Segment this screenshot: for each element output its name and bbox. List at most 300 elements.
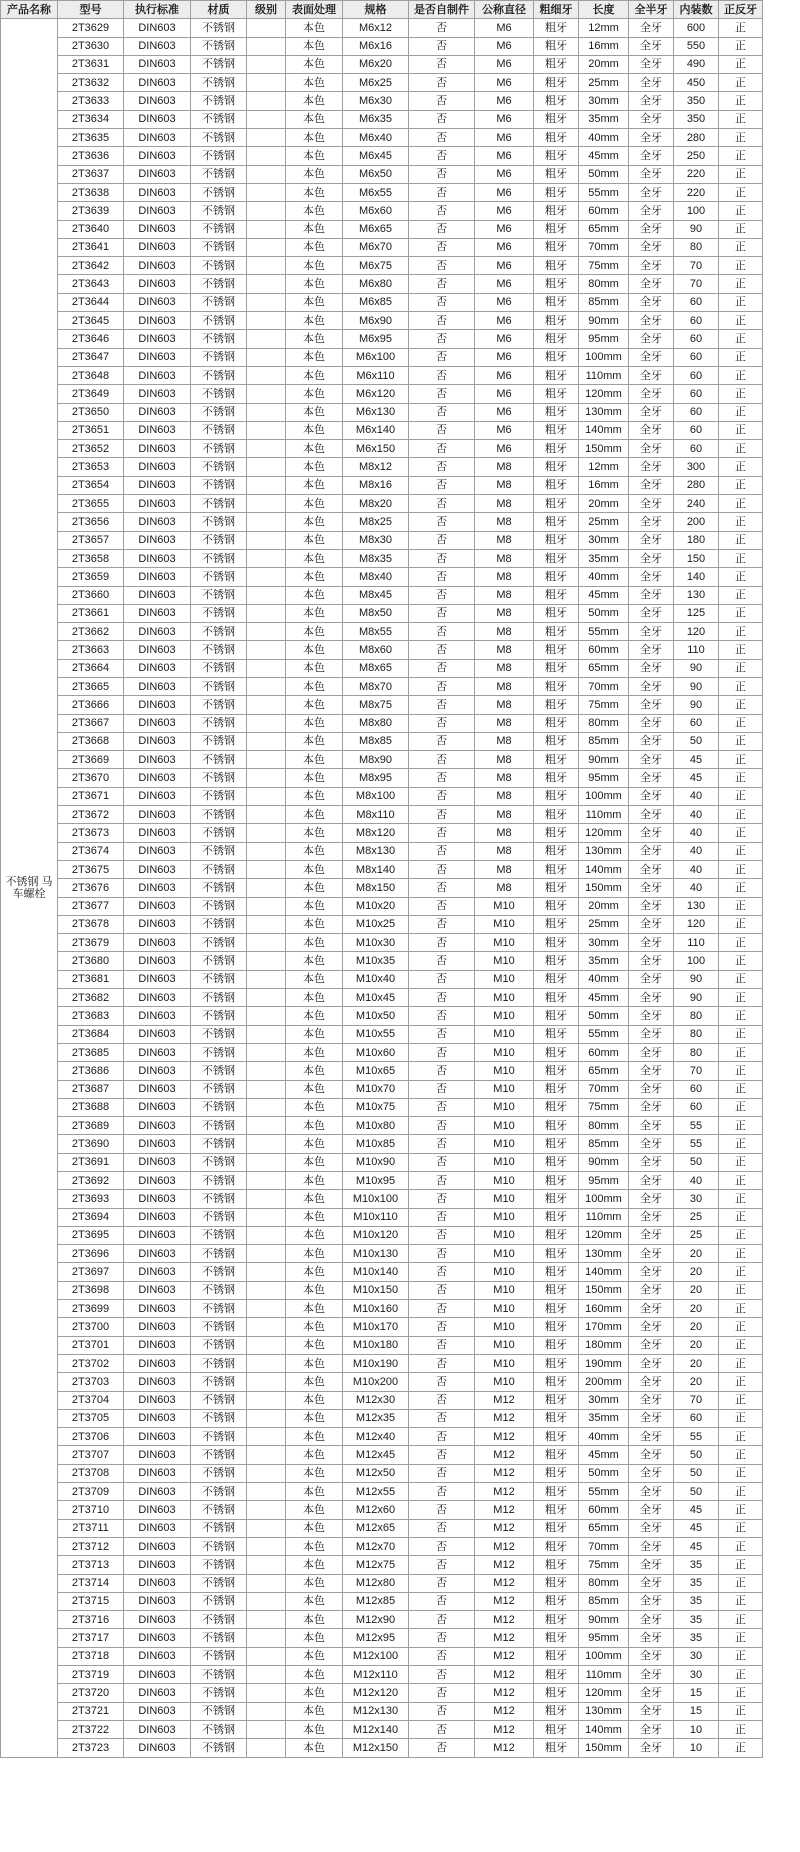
grade-cell <box>247 1043 286 1061</box>
standard-cell: DIN603 <box>124 1354 191 1372</box>
qty-cell: 200 <box>674 513 719 531</box>
thread-coverage-cell: 全牙 <box>629 238 674 256</box>
table-row <box>1 751 763 769</box>
spec-cell: M10x25 <box>343 915 409 933</box>
qty-cell: 25 <box>674 1226 719 1244</box>
selfmade-cell: 否 <box>409 549 475 567</box>
material-cell: 不锈钢 <box>191 1025 247 1043</box>
table-row <box>1 129 763 147</box>
material-cell: 不锈钢 <box>191 934 247 952</box>
diameter-cell: M10 <box>475 1062 534 1080</box>
qty-cell: 15 <box>674 1702 719 1720</box>
thread-coverage-cell: 全牙 <box>629 1043 674 1061</box>
selfmade-cell: 否 <box>409 1428 475 1446</box>
thread-pitch-cell: 粗牙 <box>534 55 579 73</box>
grade-cell <box>247 458 286 476</box>
qty-cell: 60 <box>674 312 719 330</box>
material-cell: 不锈钢 <box>191 110 247 128</box>
surface-cell: 本色 <box>286 1098 343 1116</box>
thread-pitch-cell: 粗牙 <box>534 92 579 110</box>
standard-cell: DIN603 <box>124 37 191 55</box>
spec-cell: M10x150 <box>343 1281 409 1299</box>
spec-cell: M10x110 <box>343 1208 409 1226</box>
diameter-cell: M8 <box>475 659 534 677</box>
thread-direction-cell: 正 <box>719 1446 763 1464</box>
spec-cell: M6x90 <box>343 312 409 330</box>
diameter-cell: M8 <box>475 677 534 695</box>
thread-pitch-cell: 粗牙 <box>534 330 579 348</box>
thread-pitch-cell: 粗牙 <box>534 257 579 275</box>
thread-direction-cell: 正 <box>719 1135 763 1153</box>
qty-cell: 280 <box>674 129 719 147</box>
thread-direction-cell: 正 <box>719 385 763 403</box>
thread-pitch-cell: 粗牙 <box>534 1373 579 1391</box>
thread-direction-cell: 正 <box>719 330 763 348</box>
selfmade-cell: 否 <box>409 1666 475 1684</box>
spec-cell: M8x75 <box>343 696 409 714</box>
grade-cell <box>247 568 286 586</box>
spec-cell: M6x50 <box>343 165 409 183</box>
diameter-cell: M8 <box>475 513 534 531</box>
table-row <box>1 147 763 165</box>
material-cell: 不锈钢 <box>191 165 247 183</box>
spec-cell: M10x55 <box>343 1025 409 1043</box>
thread-coverage-cell: 全牙 <box>629 1062 674 1080</box>
surface-cell: 本色 <box>286 586 343 604</box>
length-cell: 80mm <box>579 714 629 732</box>
grade-cell <box>247 129 286 147</box>
spec-cell: M10x100 <box>343 1190 409 1208</box>
qty-cell: 60 <box>674 1098 719 1116</box>
material-cell: 不锈钢 <box>191 1446 247 1464</box>
standard-cell: DIN603 <box>124 1336 191 1354</box>
thread-coverage-cell: 全牙 <box>629 110 674 128</box>
model-cell: 2T3686 <box>58 1062 124 1080</box>
length-cell: 80mm <box>579 275 629 293</box>
surface-cell: 本色 <box>286 257 343 275</box>
grade-cell <box>247 1263 286 1281</box>
standard-cell: DIN603 <box>124 220 191 238</box>
diameter-cell: M8 <box>475 732 534 750</box>
spec-cell: M6x12 <box>343 19 409 37</box>
selfmade-cell: 否 <box>409 1281 475 1299</box>
thread-direction-cell: 正 <box>719 641 763 659</box>
table-row <box>1 202 763 220</box>
thread-coverage-cell: 全牙 <box>629 714 674 732</box>
diameter-cell: M12 <box>475 1464 534 1482</box>
thread-coverage-cell: 全牙 <box>629 220 674 238</box>
standard-cell: DIN603 <box>124 1446 191 1464</box>
thread-direction-cell: 正 <box>719 1190 763 1208</box>
length-cell: 60mm <box>579 202 629 220</box>
grade-cell <box>247 110 286 128</box>
thread-direction-cell: 正 <box>719 1025 763 1043</box>
material-cell: 不锈钢 <box>191 1464 247 1482</box>
length-cell: 70mm <box>579 677 629 695</box>
surface-cell: 本色 <box>286 238 343 256</box>
selfmade-cell: 否 <box>409 1556 475 1574</box>
table-row <box>1 92 763 110</box>
thread-pitch-cell: 粗牙 <box>534 220 579 238</box>
length-cell: 65mm <box>579 659 629 677</box>
table-row <box>1 659 763 677</box>
length-cell: 25mm <box>579 513 629 531</box>
thread-coverage-cell: 全牙 <box>629 293 674 311</box>
surface-cell: 本色 <box>286 1336 343 1354</box>
model-cell: 2T3671 <box>58 787 124 805</box>
material-cell: 不锈钢 <box>191 787 247 805</box>
length-cell: 60mm <box>579 1501 629 1519</box>
spec-cell: M10x120 <box>343 1226 409 1244</box>
thread-pitch-cell: 粗牙 <box>534 1226 579 1244</box>
diameter-cell: M12 <box>475 1501 534 1519</box>
spec-cell: M10x60 <box>343 1043 409 1061</box>
table-row <box>1 1666 763 1684</box>
table-row <box>1 1062 763 1080</box>
grade-cell <box>247 1592 286 1610</box>
selfmade-cell: 否 <box>409 641 475 659</box>
selfmade-cell: 否 <box>409 1117 475 1135</box>
thread-direction-cell: 正 <box>719 586 763 604</box>
column-header: 表面处理 <box>286 1 343 19</box>
standard-cell: DIN603 <box>124 1153 191 1171</box>
standard-cell: DIN603 <box>124 55 191 73</box>
length-cell: 95mm <box>579 1629 629 1647</box>
diameter-cell: M8 <box>475 586 534 604</box>
model-cell: 2T3708 <box>58 1464 124 1482</box>
thread-direction-cell: 正 <box>719 531 763 549</box>
grade-cell <box>247 385 286 403</box>
thread-coverage-cell: 全牙 <box>629 1318 674 1336</box>
table-row <box>1 1391 763 1409</box>
grade-cell <box>247 238 286 256</box>
material-cell: 不锈钢 <box>191 513 247 531</box>
standard-cell: DIN603 <box>124 751 191 769</box>
grade-cell <box>247 860 286 878</box>
material-cell: 不锈钢 <box>191 1135 247 1153</box>
grade-cell <box>247 677 286 695</box>
diameter-cell: M12 <box>475 1483 534 1501</box>
thread-coverage-cell: 全牙 <box>629 1208 674 1226</box>
spec-cell: M10x80 <box>343 1117 409 1135</box>
thread-pitch-cell: 粗牙 <box>534 1684 579 1702</box>
surface-cell: 本色 <box>286 1446 343 1464</box>
thread-coverage-cell: 全牙 <box>629 1574 674 1592</box>
standard-cell: DIN603 <box>124 202 191 220</box>
material-cell: 不锈钢 <box>191 421 247 439</box>
thread-coverage-cell: 全牙 <box>629 1464 674 1482</box>
qty-cell: 90 <box>674 659 719 677</box>
thread-direction-cell: 正 <box>719 1537 763 1555</box>
thread-coverage-cell: 全牙 <box>629 1647 674 1665</box>
thread-direction-cell: 正 <box>719 403 763 421</box>
diameter-cell: M8 <box>475 495 534 513</box>
surface-cell: 本色 <box>286 842 343 860</box>
surface-cell: 本色 <box>286 1647 343 1665</box>
qty-cell: 350 <box>674 92 719 110</box>
thread-coverage-cell: 全牙 <box>629 348 674 366</box>
surface-cell: 本色 <box>286 860 343 878</box>
qty-cell: 40 <box>674 860 719 878</box>
thread-direction-cell: 正 <box>719 623 763 641</box>
qty-cell: 220 <box>674 183 719 201</box>
table-row <box>1 385 763 403</box>
thread-pitch-cell: 粗牙 <box>534 677 579 695</box>
qty-cell: 80 <box>674 238 719 256</box>
selfmade-cell: 否 <box>409 751 475 769</box>
thread-coverage-cell: 全牙 <box>629 842 674 860</box>
diameter-cell: M8 <box>475 751 534 769</box>
grade-cell <box>247 641 286 659</box>
qty-cell: 50 <box>674 1483 719 1501</box>
selfmade-cell: 否 <box>409 385 475 403</box>
surface-cell: 本色 <box>286 677 343 695</box>
model-cell: 2T3687 <box>58 1080 124 1098</box>
diameter-cell: M12 <box>475 1629 534 1647</box>
model-cell: 2T3632 <box>58 74 124 92</box>
length-cell: 170mm <box>579 1318 629 1336</box>
length-cell: 100mm <box>579 1647 629 1665</box>
diameter-cell: M10 <box>475 1135 534 1153</box>
length-cell: 35mm <box>579 1409 629 1427</box>
length-cell: 100mm <box>579 787 629 805</box>
thread-pitch-cell: 粗牙 <box>534 531 579 549</box>
table-row <box>1 1647 763 1665</box>
thread-coverage-cell: 全牙 <box>629 860 674 878</box>
material-cell: 不锈钢 <box>191 915 247 933</box>
selfmade-cell: 否 <box>409 19 475 37</box>
surface-cell: 本色 <box>286 1117 343 1135</box>
material-cell: 不锈钢 <box>191 293 247 311</box>
thread-coverage-cell: 全牙 <box>629 732 674 750</box>
surface-cell: 本色 <box>286 74 343 92</box>
model-cell: 2T3656 <box>58 513 124 531</box>
thread-direction-cell: 正 <box>719 897 763 915</box>
length-cell: 90mm <box>579 751 629 769</box>
selfmade-cell: 否 <box>409 1300 475 1318</box>
diameter-cell: M8 <box>475 531 534 549</box>
material-cell: 不锈钢 <box>191 1428 247 1446</box>
model-cell: 2T3648 <box>58 366 124 384</box>
spec-cell: M8x55 <box>343 623 409 641</box>
material-cell: 不锈钢 <box>191 1354 247 1372</box>
table-row <box>1 842 763 860</box>
qty-cell: 90 <box>674 696 719 714</box>
table-row <box>1 1684 763 1702</box>
surface-cell: 本色 <box>286 1281 343 1299</box>
qty-cell: 180 <box>674 531 719 549</box>
selfmade-cell: 否 <box>409 897 475 915</box>
length-cell: 90mm <box>579 1611 629 1629</box>
thread-pitch-cell: 粗牙 <box>534 1464 579 1482</box>
material-cell: 不锈钢 <box>191 1720 247 1738</box>
selfmade-cell: 否 <box>409 842 475 860</box>
thread-coverage-cell: 全牙 <box>629 751 674 769</box>
spec-cell: M6x150 <box>343 440 409 458</box>
qty-cell: 90 <box>674 970 719 988</box>
selfmade-cell: 否 <box>409 366 475 384</box>
surface-cell: 本色 <box>286 1245 343 1263</box>
grade-cell <box>247 1281 286 1299</box>
spec-cell: M10x35 <box>343 952 409 970</box>
selfmade-cell: 否 <box>409 1739 475 1757</box>
spec-cell: M8x45 <box>343 586 409 604</box>
thread-pitch-cell: 粗牙 <box>534 110 579 128</box>
selfmade-cell: 否 <box>409 74 475 92</box>
thread-direction-cell: 正 <box>719 1373 763 1391</box>
material-cell: 不锈钢 <box>191 1574 247 1592</box>
selfmade-cell: 否 <box>409 1684 475 1702</box>
thread-pitch-cell: 粗牙 <box>534 348 579 366</box>
diameter-cell: M6 <box>475 293 534 311</box>
model-cell: 2T3630 <box>58 37 124 55</box>
material-cell: 不锈钢 <box>191 1153 247 1171</box>
thread-coverage-cell: 全牙 <box>629 1373 674 1391</box>
spec-cell: M12x55 <box>343 1483 409 1501</box>
standard-cell: DIN603 <box>124 1043 191 1061</box>
grade-cell <box>247 513 286 531</box>
qty-cell: 60 <box>674 714 719 732</box>
spec-cell: M8x35 <box>343 549 409 567</box>
thread-coverage-cell: 全牙 <box>629 1190 674 1208</box>
thread-direction-cell: 正 <box>719 1428 763 1446</box>
qty-cell: 20 <box>674 1318 719 1336</box>
material-cell: 不锈钢 <box>191 970 247 988</box>
grade-cell <box>247 403 286 421</box>
selfmade-cell: 否 <box>409 183 475 201</box>
surface-cell: 本色 <box>286 476 343 494</box>
qty-cell: 60 <box>674 348 719 366</box>
standard-cell: DIN603 <box>124 1739 191 1757</box>
thread-direction-cell: 正 <box>719 659 763 677</box>
length-cell: 130mm <box>579 842 629 860</box>
material-cell: 不锈钢 <box>191 732 247 750</box>
grade-cell <box>247 879 286 897</box>
selfmade-cell: 否 <box>409 1080 475 1098</box>
selfmade-cell: 否 <box>409 1025 475 1043</box>
model-cell: 2T3640 <box>58 220 124 238</box>
qty-cell: 40 <box>674 806 719 824</box>
qty-cell: 45 <box>674 751 719 769</box>
grade-cell <box>247 806 286 824</box>
model-cell: 2T3677 <box>58 897 124 915</box>
table-row <box>1 1702 763 1720</box>
length-cell: 90mm <box>579 1153 629 1171</box>
thread-pitch-cell: 粗牙 <box>534 714 579 732</box>
spec-cell: M10x160 <box>343 1300 409 1318</box>
thread-pitch-cell: 粗牙 <box>534 1409 579 1427</box>
selfmade-cell: 否 <box>409 860 475 878</box>
model-cell: 2T3700 <box>58 1318 124 1336</box>
model-cell: 2T3646 <box>58 330 124 348</box>
material-cell: 不锈钢 <box>191 531 247 549</box>
standard-cell: DIN603 <box>124 165 191 183</box>
grade-cell <box>247 824 286 842</box>
spec-cell: M6x130 <box>343 403 409 421</box>
thread-coverage-cell: 全牙 <box>629 458 674 476</box>
thread-pitch-cell: 粗牙 <box>534 787 579 805</box>
diameter-cell: M8 <box>475 458 534 476</box>
diameter-cell: M10 <box>475 1208 534 1226</box>
thread-direction-cell: 正 <box>719 1483 763 1501</box>
surface-cell: 本色 <box>286 1263 343 1281</box>
qty-cell: 40 <box>674 1172 719 1190</box>
thread-pitch-cell: 粗牙 <box>534 586 579 604</box>
thread-pitch-cell: 粗牙 <box>534 1245 579 1263</box>
diameter-cell: M8 <box>475 860 534 878</box>
material-cell: 不锈钢 <box>191 330 247 348</box>
length-cell: 40mm <box>579 129 629 147</box>
selfmade-cell: 否 <box>409 531 475 549</box>
model-cell: 2T3711 <box>58 1519 124 1537</box>
selfmade-cell: 否 <box>409 1647 475 1665</box>
selfmade-cell: 否 <box>409 787 475 805</box>
grade-cell <box>247 623 286 641</box>
length-cell: 16mm <box>579 476 629 494</box>
thread-pitch-cell: 粗牙 <box>534 202 579 220</box>
diameter-cell: M10 <box>475 952 534 970</box>
thread-coverage-cell: 全牙 <box>629 147 674 165</box>
material-cell: 不锈钢 <box>191 1007 247 1025</box>
table-row <box>1 1153 763 1171</box>
diameter-cell: M6 <box>475 147 534 165</box>
length-cell: 55mm <box>579 183 629 201</box>
material-cell: 不锈钢 <box>191 677 247 695</box>
qty-cell: 35 <box>674 1556 719 1574</box>
standard-cell: DIN603 <box>124 257 191 275</box>
spec-cell: M8x12 <box>343 458 409 476</box>
standard-cell: DIN603 <box>124 879 191 897</box>
selfmade-cell: 否 <box>409 677 475 695</box>
spec-cell: M6x80 <box>343 275 409 293</box>
thread-coverage-cell: 全牙 <box>629 1263 674 1281</box>
length-cell: 40mm <box>579 970 629 988</box>
length-cell: 65mm <box>579 1519 629 1537</box>
length-cell: 55mm <box>579 1025 629 1043</box>
thread-direction-cell: 正 <box>719 1354 763 1372</box>
thread-coverage-cell: 全牙 <box>629 1245 674 1263</box>
thread-direction-cell: 正 <box>719 824 763 842</box>
model-cell: 2T3654 <box>58 476 124 494</box>
thread-pitch-cell: 粗牙 <box>534 1117 579 1135</box>
thread-pitch-cell: 粗牙 <box>534 458 579 476</box>
header-row <box>1 1 763 19</box>
model-cell: 2T3634 <box>58 110 124 128</box>
table-row <box>1 641 763 659</box>
spec-cell: M6x140 <box>343 421 409 439</box>
grade-cell <box>247 842 286 860</box>
surface-cell: 本色 <box>286 1666 343 1684</box>
surface-cell: 本色 <box>286 604 343 622</box>
qty-cell: 80 <box>674 1025 719 1043</box>
thread-coverage-cell: 全牙 <box>629 696 674 714</box>
spec-cell: M12x85 <box>343 1592 409 1610</box>
material-cell: 不锈钢 <box>191 1263 247 1281</box>
diameter-cell: M6 <box>475 183 534 201</box>
length-cell: 50mm <box>579 1007 629 1025</box>
grade-cell <box>247 55 286 73</box>
thread-pitch-cell: 粗牙 <box>534 1556 579 1574</box>
grade-cell <box>247 897 286 915</box>
standard-cell: DIN603 <box>124 1373 191 1391</box>
surface-cell: 本色 <box>286 1702 343 1720</box>
selfmade-cell: 否 <box>409 1702 475 1720</box>
qty-cell: 450 <box>674 74 719 92</box>
table-row <box>1 1409 763 1427</box>
table-row <box>1 824 763 842</box>
thread-coverage-cell: 全牙 <box>629 677 674 695</box>
thread-pitch-cell: 粗牙 <box>534 1080 579 1098</box>
